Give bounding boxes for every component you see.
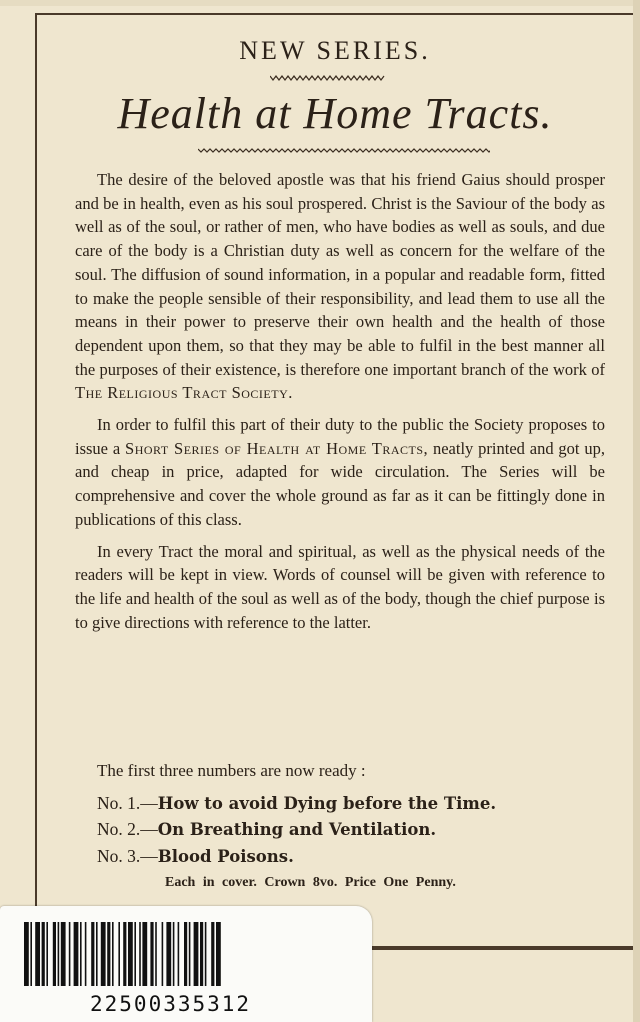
barcode-bar — [85, 922, 87, 986]
paragraph-1 — [75, 168, 605, 405]
barcode-bar — [58, 922, 60, 986]
series-heading: NEW SERIES. — [239, 36, 431, 65]
paragraph-1-text: The desire of the beloved apostle was that his friend Gaius should prosper and be in health, even as his soul prospered. Christ is the Saviour of the body as well as of the soul, or rather of men, who have bodies as well as souls, and due care of the body is a Christian duty as well as concern for the welfare of the soul. The diffusion of sound information, in a popular and readable form, fitted to make the people sensible of their responsibility, and lead them to use all the means in their power to preserve their own health and the health of those dependent upon them, so that they may be able to fulfil in the best manner all the purposes of their existence, is therefore one important branch of the work of — [75, 170, 605, 379]
barcode-bar — [118, 922, 120, 986]
barcode-number: 22500335312 — [90, 992, 252, 1016]
tract-item-3 — [97, 846, 294, 867]
tract-title: On Breathing and Ventilation. — [157, 820, 437, 839]
tract-title: How to avoid Dying before the Time. — [157, 794, 497, 813]
barcode-bar — [53, 922, 56, 986]
page-title: Health at Home Tracts. — [117, 89, 553, 138]
tract-number: No. 3.— — [97, 846, 158, 866]
body-text — [75, 168, 605, 642]
barcode-bar — [128, 922, 133, 986]
tract-item-2 — [97, 819, 436, 840]
barcode-bar — [80, 922, 82, 986]
barcode-bar — [205, 922, 207, 986]
barcode-bar — [178, 922, 180, 986]
paragraph-2 — [75, 413, 605, 532]
barcode-bar — [173, 922, 175, 986]
barcode-bar — [150, 922, 153, 986]
society-name: The Religious Tract Society. — [75, 383, 293, 403]
paragraph-3: In every Tract the moral and spiritual, as well as the physical needs of the readers will be kept in view. Words of counsel will be given with reference to the life and health of the soul as well as of the body, though the chief purpose is to give directions with reference to the latter. — [75, 541, 605, 632]
barcode-bar — [134, 922, 136, 986]
barcode-bar — [194, 922, 199, 986]
barcode-bar — [216, 922, 221, 986]
barcode-bar — [166, 922, 171, 986]
tracts-intro: The first three numbers are now ready : — [97, 761, 366, 780]
barcode-bar — [184, 922, 187, 986]
barcode-bar — [101, 922, 106, 986]
barcode-bar — [30, 922, 32, 986]
barcode-bar — [107, 922, 110, 986]
barcode-bar — [123, 922, 126, 986]
ornament-rule-top — [270, 74, 388, 82]
paragraph-2-text-a: In order to fulfil this part of their duty to the public the Society proposes to issue a — [75, 415, 605, 458]
tract-item-1 — [97, 793, 496, 814]
barcode-bar — [42, 922, 45, 986]
page-right-edge — [633, 0, 640, 1022]
barcode-bar — [96, 922, 98, 986]
barcode-bar — [46, 922, 48, 986]
barcode-bar — [91, 922, 94, 986]
barcode-bar — [162, 922, 164, 986]
tract-title: Blood Poisons. — [157, 847, 294, 866]
barcode-bar — [211, 922, 214, 986]
barcode-bar — [74, 922, 79, 986]
barcode-bar — [139, 922, 141, 986]
page-edge — [0, 0, 640, 6]
barcode-bar — [155, 922, 157, 986]
ornament-rule-bottom — [198, 146, 490, 154]
tract-number: No. 2.— — [97, 819, 158, 839]
barcode-bar — [69, 922, 71, 986]
barcode-bar — [142, 922, 147, 986]
barcode-bar — [189, 922, 191, 986]
series-name: Short Series of Health at Home Tracts, — [125, 438, 429, 458]
barcode-bar — [24, 922, 29, 986]
price-info: Each in cover. Crown 8vo. Price One Penny. — [165, 875, 456, 890]
barcode-icon — [24, 922, 340, 986]
barcode-bar — [61, 922, 66, 986]
paragraph-2-text-b: neatly printed and got up, and cheap in price, adapted for wide circulation. The Series will be comprehensive and cover the whole ground as far as it can be fittingly done in publications of this class. — [75, 438, 605, 529]
barcode-bar — [200, 922, 203, 986]
barcode-bar — [35, 922, 40, 986]
tract-number: No. 1.— — [97, 793, 158, 813]
barcode-bar — [112, 922, 114, 986]
